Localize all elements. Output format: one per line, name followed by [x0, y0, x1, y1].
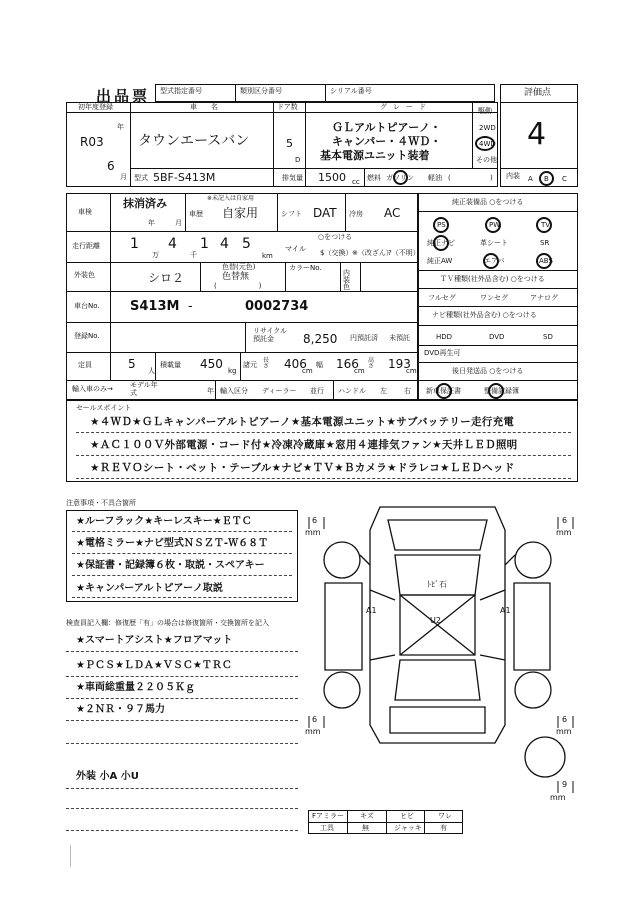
dims-label: 諸元	[243, 361, 257, 369]
damage-right-side: A1	[500, 606, 511, 615]
fuel-paren-open: (	[448, 174, 451, 182]
chassis-number: 0002734	[245, 299, 309, 314]
height-value: 193	[388, 357, 411, 371]
mileage-unit-km: km	[262, 252, 273, 260]
tire-depth-rl-unit: mm	[305, 727, 321, 736]
equip-tv: TV	[541, 221, 551, 229]
grade-line-3: 基本電源ユニット装着	[320, 149, 430, 162]
reg-era: R03	[80, 135, 104, 149]
tire-rear-left	[324, 672, 360, 708]
int-color-label: 内装色	[343, 269, 350, 291]
handle-label: ハンドル	[338, 387, 366, 395]
equip-pw-circle	[485, 217, 501, 233]
drive-selected-circle	[475, 136, 495, 151]
mileage-digit: 1	[130, 236, 139, 252]
orig-color-value: 色替無	[222, 272, 250, 282]
item-record-circle	[488, 383, 504, 399]
orig-color-paren: ( )	[214, 282, 262, 290]
displacement: 1500	[318, 171, 346, 184]
sales-point-line: ★４ＷＤ★ＧＬキャンパーアルトピアーノ★基本電源ユニット★サブバッテリー走行充電	[90, 416, 515, 428]
handle-left: 左	[380, 387, 387, 395]
length-unit: cm	[302, 367, 313, 375]
reg-label: 初年度登録	[78, 103, 113, 111]
chassis-dash: -	[188, 299, 193, 314]
reg-no-label: 登録No.	[74, 332, 100, 340]
drive-2wd: 2WD	[479, 124, 496, 132]
capacity-label: 定員	[78, 361, 92, 369]
interior-b: B	[544, 175, 549, 183]
note-line: ★保証書・記録簿６枚・取説・スペアキー	[76, 560, 265, 571]
legend-value: 有	[440, 824, 447, 832]
note-line: ★キャンパーアルトピアーノ取説	[76, 583, 223, 594]
fuel-paren-close: )	[490, 174, 493, 182]
height-unit: cm	[406, 367, 417, 375]
orig-color-label: 色替(元色)	[222, 263, 256, 271]
reg-year-unit: 年	[117, 123, 124, 131]
length-value: 406	[284, 357, 307, 371]
mileage-digit: 1	[200, 236, 209, 252]
cc-unit: cc	[352, 178, 360, 186]
name-label: 車名	[190, 103, 232, 111]
inspector-line: ★スマートアシスト★フロアマット	[76, 635, 233, 646]
legend-header: ワレ	[438, 812, 452, 820]
note-line: ★ルーフラック★キーレスキー★ＥＴＣ	[76, 516, 252, 527]
inspection-label: 車検	[78, 208, 92, 216]
model-no-label: 型式指定番号	[160, 87, 202, 95]
reg-month: 6	[107, 159, 115, 173]
sheet-title: 出品票	[96, 87, 151, 105]
load-label: 積載量	[160, 361, 181, 369]
height-label: 高さ	[368, 357, 375, 370]
dealer-option: ディーラー	[262, 387, 297, 395]
import-label: 輸入車のみ→	[72, 385, 113, 393]
drive-4wd: 4WD	[479, 140, 496, 148]
ac-label: 冷房	[349, 210, 363, 218]
sales-points-label: セールスポイント	[76, 404, 132, 412]
parallel-option: 並行	[310, 387, 324, 395]
car-damage-diagram	[300, 495, 590, 815]
legend-header: ヒビ	[400, 812, 414, 820]
fuel-label: 燃料	[367, 174, 381, 182]
tire-depth-fr: 6	[562, 516, 568, 525]
doors-label: ドア数	[277, 103, 298, 111]
legend-value: ジャッキ	[394, 824, 422, 832]
recycle-label: リサイクル預託金	[253, 327, 288, 344]
equip-airbag-circle	[483, 253, 499, 269]
handle-right: 右	[404, 387, 411, 395]
mileage-unknown: ?（不明）	[388, 249, 420, 257]
navi-hdd: HDD	[436, 333, 453, 341]
vehicle-model: 5BF-S413M	[153, 171, 216, 184]
later-shipment-title: 後日発送品 ○をつける	[452, 367, 524, 375]
mileage-digit: 4	[168, 236, 177, 252]
damage-windshield: ﾄﾋﾞ石	[427, 580, 447, 589]
mileage-unit-sen: 千	[190, 251, 197, 259]
navi-dvd: DVD	[489, 333, 505, 341]
recycle-value: 8,250	[303, 332, 338, 346]
damage-roof: U2	[430, 616, 441, 625]
equip-abs: ABS	[539, 257, 553, 265]
import-type-label: 輸入区分	[220, 387, 248, 395]
navi-sd: SD	[543, 333, 553, 341]
model-year-unit: 年	[207, 387, 214, 395]
equip-abs-circle	[536, 253, 552, 269]
mileage-digit: 4	[220, 236, 229, 252]
drive-other: その他	[476, 156, 497, 164]
doors-value: 5	[286, 137, 293, 150]
tire-depth-rr-unit: mm	[556, 727, 572, 736]
equip-leather: 革シート	[480, 239, 508, 247]
ac-value: AC	[384, 206, 401, 220]
fuel-selected-circle	[393, 170, 408, 185]
recycle-unpaid: 未預託	[389, 334, 410, 342]
mileage-swap: $（交換）	[320, 249, 353, 257]
tire-depth-fr-unit: mm	[556, 528, 572, 537]
inspection-month-unit: 月	[175, 219, 182, 227]
inspector-line: ★ＰＣＳ★ＬＤＡ★ＶＳＣ★ＴＲＣ	[76, 660, 232, 671]
equip-aw: 純正AW	[427, 257, 453, 265]
tire-depth-spare-unit: mm	[550, 793, 566, 802]
shift-label: シフト	[281, 210, 302, 218]
interior-c: C	[562, 175, 567, 183]
chassis-model: S413M	[130, 299, 180, 314]
capacity-unit: 人	[148, 367, 155, 375]
equipment-title: 純正装備品 ○をつける	[452, 198, 524, 206]
color-no-label: カラーNo.	[289, 264, 322, 272]
item-warranty: 新車保証書	[426, 387, 461, 395]
tire-rear-right	[515, 672, 551, 708]
dvd-playable: DVD再生可	[424, 349, 461, 357]
ext-color-label: 外装色	[74, 271, 95, 279]
mileage-circle-note: ○をつける	[318, 233, 353, 241]
note-line: ★電格ミラー★ナビ型式ＮＳＺＴ-Ｗ６８Ｔ	[76, 538, 269, 549]
grade-line-1: ＧＬアルトピアーノ・	[332, 121, 442, 134]
tire-depth-rl: 6	[312, 715, 318, 724]
interior-label: 内装	[506, 172, 520, 180]
tire-depth-fl-unit: mm	[305, 528, 321, 537]
ext-color-value: シロ２	[148, 271, 185, 285]
width-value: 166	[336, 357, 359, 371]
legend-value: 無	[362, 824, 369, 832]
shift-value: DAT	[313, 206, 337, 220]
diesel-label: 軽油	[428, 174, 442, 182]
class-no-label: 類別区分番号	[240, 87, 282, 95]
serial-label: シリアル番号	[330, 87, 372, 95]
item-warranty-circle	[436, 383, 452, 399]
score-label: 評価点	[524, 88, 552, 98]
miles-label: マイル	[285, 245, 306, 253]
width-unit: cm	[354, 367, 365, 375]
grade-label: グレード	[380, 103, 432, 111]
tire-depth-rr: 6	[562, 715, 568, 724]
damage-left-side: A1	[366, 606, 377, 615]
legend-value: 工具	[320, 824, 334, 832]
model-label: 型式	[134, 174, 148, 182]
load-value: 450	[200, 357, 223, 371]
load-unit: kg	[228, 367, 237, 375]
equip-tv-circle	[536, 217, 552, 233]
length-label: 長さ	[263, 357, 270, 370]
tire-depth-fl: 6	[312, 516, 318, 525]
inspector-line: ★車両総重量２２０５Ｋｇ	[76, 682, 195, 693]
grade-line-2: キャンパー・４ＷＤ・	[332, 135, 442, 148]
reg-month-unit: 月	[120, 173, 127, 181]
capacity-value: 5	[128, 357, 136, 371]
inspection-value: 抹消済み	[123, 197, 167, 210]
details-box	[66, 193, 418, 400]
vehicle-name: タウンエースバン	[138, 133, 250, 149]
model-year-label: モデル年式	[130, 381, 158, 397]
legend-header: Fアミラー	[312, 812, 345, 820]
tire-front-right	[515, 542, 551, 578]
use-note: ※未記入は自家用	[207, 195, 255, 202]
drive-label: 駆動	[478, 107, 492, 115]
use-label: 車歴	[189, 210, 203, 218]
disp-label: 排気量	[282, 174, 303, 182]
fuel-gasoline: ガソリン	[386, 174, 414, 182]
recycle-unit: 円預託済	[350, 334, 378, 342]
door-unit: D	[295, 156, 301, 164]
exterior-note: 外装 小A 小U	[76, 771, 139, 782]
tv-oneseg: ワンセグ	[480, 294, 508, 302]
equip-sr: SR	[540, 239, 550, 247]
interior-selected-circle	[539, 171, 554, 186]
inspector-line: ★２ＮＲ・９７馬力	[76, 704, 165, 715]
equip-navi: 純正ナビ	[427, 239, 455, 247]
mileage-modified: ※（改ざん）	[352, 249, 393, 257]
inspection-year-unit: 年	[148, 219, 155, 227]
tv-analog: アナログ	[530, 294, 558, 302]
mileage-unit-man: 万	[152, 251, 159, 259]
chassis-label: 車台No.	[74, 302, 100, 310]
sales-point-line: ★ＡＣ１００Ｖ外部電源・コード付★冷凍冷蔵庫★窓用４連排気ファン★天井ＬＥＤ照明	[90, 439, 518, 451]
equip-pw: PW	[489, 221, 501, 229]
use-value: 自家用	[222, 206, 259, 220]
mileage-digit: 5	[242, 236, 251, 252]
item-maintenance-record: 整備記録簿	[484, 387, 519, 395]
tv-type-title: ＴＶ種類(社外品含む) ○をつける	[440, 275, 545, 283]
score-value: 4	[527, 117, 547, 152]
sales-point-line: ★ＲＥＶＯシート・ベット・テーブル★ナビ★ＴＶ★Ｂカメラ★ドラレコ★ＬＥＤヘッド	[90, 462, 515, 474]
equip-navi-circle	[433, 235, 449, 251]
tire-depth-spare: 9	[562, 780, 568, 789]
spare-tire	[525, 737, 565, 777]
width-label: 幅	[316, 361, 323, 369]
tire-front-left	[324, 542, 360, 578]
equip-ps: PS	[437, 221, 446, 229]
legend-header: キズ	[360, 812, 374, 820]
notes-label: 注意事項・不具合箇所	[66, 499, 136, 507]
tv-fullseg: フルセグ	[428, 294, 456, 302]
equip-ps-circle	[433, 217, 449, 233]
mileage-label: 走行距離	[72, 242, 100, 250]
equip-airbag: エアバ	[484, 257, 505, 265]
interior-a: A	[528, 175, 533, 183]
navi-type-title: ナビ種類(社外品含む) ○をつける	[432, 311, 537, 319]
inspector-label: 検査員記入欄：修復歴「有」の場合は修復箇所・交換箇所を記入	[66, 619, 269, 627]
